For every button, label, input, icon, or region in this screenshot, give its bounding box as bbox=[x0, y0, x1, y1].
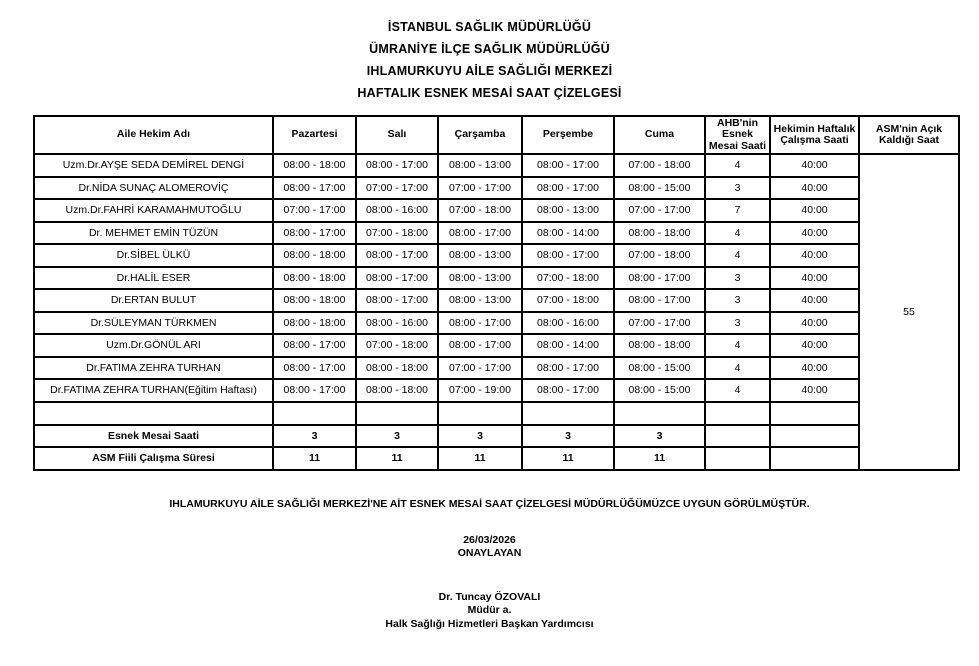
flex-hours-cell: 4 bbox=[705, 334, 770, 357]
time-cell: 08:00 - 18:00 bbox=[273, 289, 356, 312]
table-header-row bbox=[34, 116, 959, 154]
doctor-name-cell: Dr.NİDA SUNAÇ ALOMEROVİÇ bbox=[34, 177, 273, 200]
empty-cell bbox=[705, 402, 770, 425]
flex-hours-cell: 4 bbox=[705, 154, 770, 177]
header-flex-hours: AHB'nin Esnek Mesai Saati bbox=[705, 116, 770, 154]
actual-total-cell: 11 bbox=[356, 447, 438, 470]
time-cell: 08:00 - 18:00 bbox=[273, 154, 356, 177]
header-wednesday: Çarşamba bbox=[438, 116, 522, 154]
time-cell: 08:00 - 15:00 bbox=[614, 379, 705, 402]
flex-hours-cell: 3 bbox=[705, 267, 770, 290]
time-cell: 08:00 - 17:00 bbox=[522, 357, 614, 380]
table-row bbox=[34, 334, 959, 357]
time-cell: 08:00 - 16:00 bbox=[356, 199, 438, 222]
time-cell: 08:00 - 17:00 bbox=[273, 177, 356, 200]
time-cell: 08:00 - 17:00 bbox=[273, 222, 356, 245]
header-asm-open-hours: ASM'nin Açık Kaldığı Saat bbox=[859, 116, 959, 154]
time-cell: 08:00 - 17:00 bbox=[438, 334, 522, 357]
flex-hours-cell: 3 bbox=[705, 177, 770, 200]
actual-total-cell: 11 bbox=[614, 447, 705, 470]
time-cell: 08:00 - 16:00 bbox=[356, 312, 438, 335]
actual-total-cell: 11 bbox=[438, 447, 522, 470]
doctor-name-cell: Dr. MEHMET EMİN TÜZÜN bbox=[34, 222, 273, 245]
flex-hours-cell: 4 bbox=[705, 357, 770, 380]
flex-hours-total-row bbox=[34, 425, 959, 448]
table-row bbox=[34, 357, 959, 380]
time-cell: 08:00 - 17:00 bbox=[438, 222, 522, 245]
time-cell: 08:00 - 17:00 bbox=[356, 244, 438, 267]
flex-total-cell: 3 bbox=[356, 425, 438, 448]
flex-hours-cell: 4 bbox=[705, 244, 770, 267]
time-cell: 07:00 - 19:00 bbox=[438, 379, 522, 402]
asm-open-hours-cell: 55 bbox=[859, 154, 959, 470]
approver-label: ONAYLAYAN bbox=[457, 546, 522, 559]
table-row bbox=[34, 289, 959, 312]
doctor-name-cell: Dr.ERTAN BULUT bbox=[34, 289, 273, 312]
weekly-hours-cell: 40:00 bbox=[770, 199, 859, 222]
time-cell: 08:00 - 17:00 bbox=[356, 289, 438, 312]
approval-date: 26/03/2026 bbox=[463, 533, 516, 546]
table-row bbox=[34, 267, 959, 290]
empty-cell bbox=[770, 425, 859, 448]
time-cell: 08:00 - 18:00 bbox=[273, 312, 356, 335]
empty-cell bbox=[705, 425, 770, 448]
empty-row bbox=[34, 402, 959, 425]
flex-total-cell: 3 bbox=[438, 425, 522, 448]
weekly-hours-cell: 40:00 bbox=[770, 312, 859, 335]
weekly-schedule-table bbox=[33, 115, 960, 471]
actual-total-cell: 11 bbox=[273, 447, 356, 470]
time-cell: 08:00 - 13:00 bbox=[438, 244, 522, 267]
table-row bbox=[34, 379, 959, 402]
empty-cell bbox=[356, 402, 438, 425]
table-row bbox=[34, 177, 959, 200]
table-row bbox=[34, 312, 959, 335]
title-line-3: IHLAMURKUYU AİLE SAĞLIĞI MERKEZİ bbox=[366, 64, 613, 78]
doctor-name-cell: Dr.FATIMA ZEHRA TURHAN bbox=[34, 357, 273, 380]
asm-actual-hours-row bbox=[34, 447, 959, 470]
time-cell: 08:00 - 14:00 bbox=[522, 222, 614, 245]
signature-block bbox=[0, 591, 979, 632]
doctor-name-cell: Dr.FATIMA ZEHRA TURHAN(Eğitim Haftası) bbox=[34, 379, 273, 402]
header-doctor-name: Aile Hekim Adı bbox=[34, 116, 273, 154]
flex-total-cell: 3 bbox=[522, 425, 614, 448]
empty-cell bbox=[770, 402, 859, 425]
time-cell: 08:00 - 13:00 bbox=[438, 267, 522, 290]
header-monday: Pazartesi bbox=[273, 116, 356, 154]
time-cell: 08:00 - 18:00 bbox=[356, 357, 438, 380]
header-thursday: Perşembe bbox=[522, 116, 614, 154]
flex-hours-cell: 3 bbox=[705, 289, 770, 312]
weekly-hours-cell: 40:00 bbox=[770, 289, 859, 312]
time-cell: 07:00 - 18:00 bbox=[356, 334, 438, 357]
weekly-hours-cell: 40:00 bbox=[770, 267, 859, 290]
weekly-hours-cell: 40:00 bbox=[770, 222, 859, 245]
time-cell: 07:00 - 17:00 bbox=[356, 177, 438, 200]
time-cell: 08:00 - 14:00 bbox=[522, 334, 614, 357]
doctor-name-cell: Uzm.Dr.AYŞE SEDA DEMİREL DENGİ bbox=[34, 154, 273, 177]
header-tuesday: Salı bbox=[356, 116, 438, 154]
weekly-hours-cell: 40:00 bbox=[770, 154, 859, 177]
time-cell: 08:00 - 17:00 bbox=[356, 267, 438, 290]
doctor-name-cell: Uzm.Dr.FAHRİ KARAMAHMUTOĞLU bbox=[34, 199, 273, 222]
flex-hours-cell: 3 bbox=[705, 312, 770, 335]
doctor-name-cell: Dr.SÜLEYMAN TÜRKMEN bbox=[34, 312, 273, 335]
weekly-hours-cell: 40:00 bbox=[770, 177, 859, 200]
weekly-hours-cell: 40:00 bbox=[770, 357, 859, 380]
empty-cell bbox=[705, 447, 770, 470]
time-cell: 07:00 - 17:00 bbox=[614, 312, 705, 335]
table-row bbox=[34, 154, 959, 177]
time-cell: 08:00 - 16:00 bbox=[522, 312, 614, 335]
flex-total-cell: 3 bbox=[614, 425, 705, 448]
approval-date-block bbox=[0, 534, 979, 560]
time-cell: 08:00 - 15:00 bbox=[614, 357, 705, 380]
empty-cell bbox=[34, 402, 273, 425]
signer-name: Dr. Tuncay ÖZOVALI bbox=[438, 590, 541, 603]
weekly-hours-cell: 40:00 bbox=[770, 244, 859, 267]
weekly-hours-cell: 40:00 bbox=[770, 379, 859, 402]
time-cell: 08:00 - 18:00 bbox=[273, 267, 356, 290]
asm-actual-hours-label: ASM Fiili Çalışma Süresi bbox=[34, 447, 273, 470]
time-cell: 07:00 - 18:00 bbox=[614, 154, 705, 177]
table-row bbox=[34, 199, 959, 222]
doctor-name-cell: Dr.HALİL ESER bbox=[34, 267, 273, 290]
actual-total-cell: 11 bbox=[522, 447, 614, 470]
time-cell: 08:00 - 15:00 bbox=[614, 177, 705, 200]
time-cell: 08:00 - 17:00 bbox=[522, 154, 614, 177]
time-cell: 08:00 - 18:00 bbox=[273, 244, 356, 267]
header-weekly-hours: Hekimin Haftalık Çalışma Saati bbox=[770, 116, 859, 154]
flex-total-cell: 3 bbox=[273, 425, 356, 448]
time-cell: 08:00 - 17:00 bbox=[522, 244, 614, 267]
signer-role: Müdür a. bbox=[467, 604, 512, 616]
time-cell: 07:00 - 17:00 bbox=[273, 199, 356, 222]
time-cell: 08:00 - 13:00 bbox=[522, 199, 614, 222]
flex-hours-cell: 4 bbox=[705, 222, 770, 245]
empty-cell bbox=[770, 447, 859, 470]
time-cell: 08:00 - 13:00 bbox=[438, 289, 522, 312]
time-cell: 07:00 - 17:00 bbox=[438, 177, 522, 200]
flex-hours-cell: 7 bbox=[705, 199, 770, 222]
time-cell: 07:00 - 18:00 bbox=[614, 244, 705, 267]
time-cell: 07:00 - 18:00 bbox=[522, 267, 614, 290]
table-row bbox=[34, 222, 959, 245]
time-cell: 07:00 - 18:00 bbox=[438, 199, 522, 222]
time-cell: 08:00 - 17:00 bbox=[273, 357, 356, 380]
time-cell: 08:00 - 17:00 bbox=[356, 154, 438, 177]
weekly-hours-cell: 40:00 bbox=[770, 334, 859, 357]
empty-cell bbox=[614, 402, 705, 425]
time-cell: 08:00 - 17:00 bbox=[614, 289, 705, 312]
flex-hours-cell: 4 bbox=[705, 379, 770, 402]
empty-cell bbox=[273, 402, 356, 425]
approval-statement: IHLAMURKUYU AİLE SAĞLIĞI MERKEZİ'NE AİT ESNEK MESAİ SAAT ÇİZELGESİ MÜDÜRLÜĞÜMÜZCE UYGUN GÖRÜLMÜŞTÜR. bbox=[169, 497, 810, 510]
time-cell: 08:00 - 18:00 bbox=[356, 379, 438, 402]
flex-hours-total-label: Esnek Mesai Saati bbox=[34, 425, 273, 448]
time-cell: 07:00 - 17:00 bbox=[614, 199, 705, 222]
doctor-name-cell: Uzm.Dr.GÖNÜL ARI bbox=[34, 334, 273, 357]
title-line-1: İSTANBUL SAĞLIK MÜDÜRLÜĞÜ bbox=[387, 20, 592, 34]
header-friday: Cuma bbox=[614, 116, 705, 154]
doctor-name-cell: Dr.SİBEL ÜLKÜ bbox=[34, 244, 273, 267]
table-row bbox=[34, 244, 959, 267]
document-title-block bbox=[0, 0, 979, 104]
time-cell: 07:00 - 18:00 bbox=[356, 222, 438, 245]
time-cell: 08:00 - 17:00 bbox=[522, 379, 614, 402]
empty-cell bbox=[438, 402, 522, 425]
title-line-2: ÜMRANİYE İLÇE SAĞLIK MÜDÜRLÜĞÜ bbox=[369, 42, 610, 56]
time-cell: 08:00 - 17:00 bbox=[438, 312, 522, 335]
time-cell: 07:00 - 18:00 bbox=[522, 289, 614, 312]
time-cell: 08:00 - 17:00 bbox=[614, 267, 705, 290]
title-line-4: HAFTALIK ESNEK MESAİ SAAT ÇİZELGESİ bbox=[357, 86, 622, 100]
time-cell: 08:00 - 17:00 bbox=[273, 334, 356, 357]
time-cell: 08:00 - 18:00 bbox=[614, 222, 705, 245]
time-cell: 08:00 - 17:00 bbox=[273, 379, 356, 402]
time-cell: 08:00 - 18:00 bbox=[614, 334, 705, 357]
time-cell: 08:00 - 17:00 bbox=[522, 177, 614, 200]
time-cell: 08:00 - 13:00 bbox=[438, 154, 522, 177]
signer-title: Halk Sağlığı Hizmetleri Başkan Yardımcısı bbox=[385, 617, 594, 630]
empty-cell bbox=[522, 402, 614, 425]
time-cell: 07:00 - 17:00 bbox=[438, 357, 522, 380]
